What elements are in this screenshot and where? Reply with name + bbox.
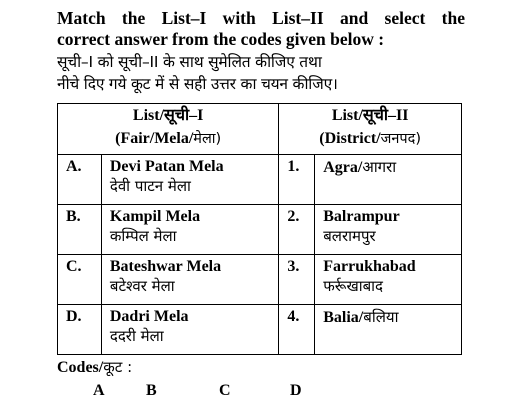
table-row [58,255,462,305]
code-column-b: B [146,382,157,399]
fair-name-hi: बटेश्वर मेला [109,277,175,295]
district-name-en: Balrampur [323,208,400,225]
fair-cell [101,205,278,255]
list2-header-title: List/सूची–II [331,107,409,124]
code-column-d: D [290,382,302,399]
district-cell [315,205,462,255]
row-label: D. [58,305,102,355]
table-header-row [58,104,462,155]
match-table [57,103,462,355]
fair-name-hi: देवी पाटन मेला [109,177,191,195]
table-row [58,305,462,355]
question-en-line1: Match the List–I with List–II and select the [57,8,465,28]
question-text [57,8,465,95]
table-row [58,155,462,205]
district-name: Agra/आगरा [323,158,397,176]
question-hindi [57,51,465,95]
row-label: B. [58,205,102,255]
row-number: 2. [279,205,315,255]
list2-header [279,104,462,155]
row-label: C. [58,255,102,305]
fair-name-en: Bateshwar Mela [109,258,222,275]
list1-header-subtitle: (Fair/Mela/मेला) [115,130,222,147]
codes-label: Codes/कूट : [57,358,133,376]
list1-header [58,104,279,155]
row-number: 1. [279,155,315,205]
row-number: 4. [279,305,315,355]
table-row [58,205,462,255]
row-label: A. [58,155,102,205]
district-name: Balia/बलिया [323,308,399,326]
question-hi-line2: नीचे दिए गये कूट में से सही उत्तर का चयन कीजिए। [57,75,338,93]
fair-cell [101,155,278,205]
district-name-hi: फर्रूखाबाद [323,277,384,295]
code-column-a: A [93,382,105,399]
district-cell [315,305,462,355]
fair-cell [101,255,278,305]
fair-name-hi: कम्पिल मेला [109,227,177,245]
list2-header-subtitle: (District/जनपद) [319,130,422,147]
fair-name-en: Devi Patan Mela [109,158,224,175]
fair-name-en: Dadri Mela [109,308,189,325]
fair-cell [101,305,278,355]
row-number: 3. [279,255,315,305]
list1-header-title: List/सूची–I [132,107,204,124]
fair-name-hi: ददरी मेला [109,327,164,345]
district-name-hi: बलरामपुर [323,227,376,245]
district-cell [315,255,462,305]
question-en-line2: correct answer from the codes given below : [57,29,385,49]
question-hi-line1: सूची–I को सूची–II के साथ सुमेलित कीजिए तथा [57,53,322,71]
district-cell [315,155,462,205]
code-column-c: C [219,382,231,399]
question-english [57,8,465,50]
district-name-en: Farrukhabad [323,258,416,275]
fair-name-en: Kampil Mela [109,208,201,225]
